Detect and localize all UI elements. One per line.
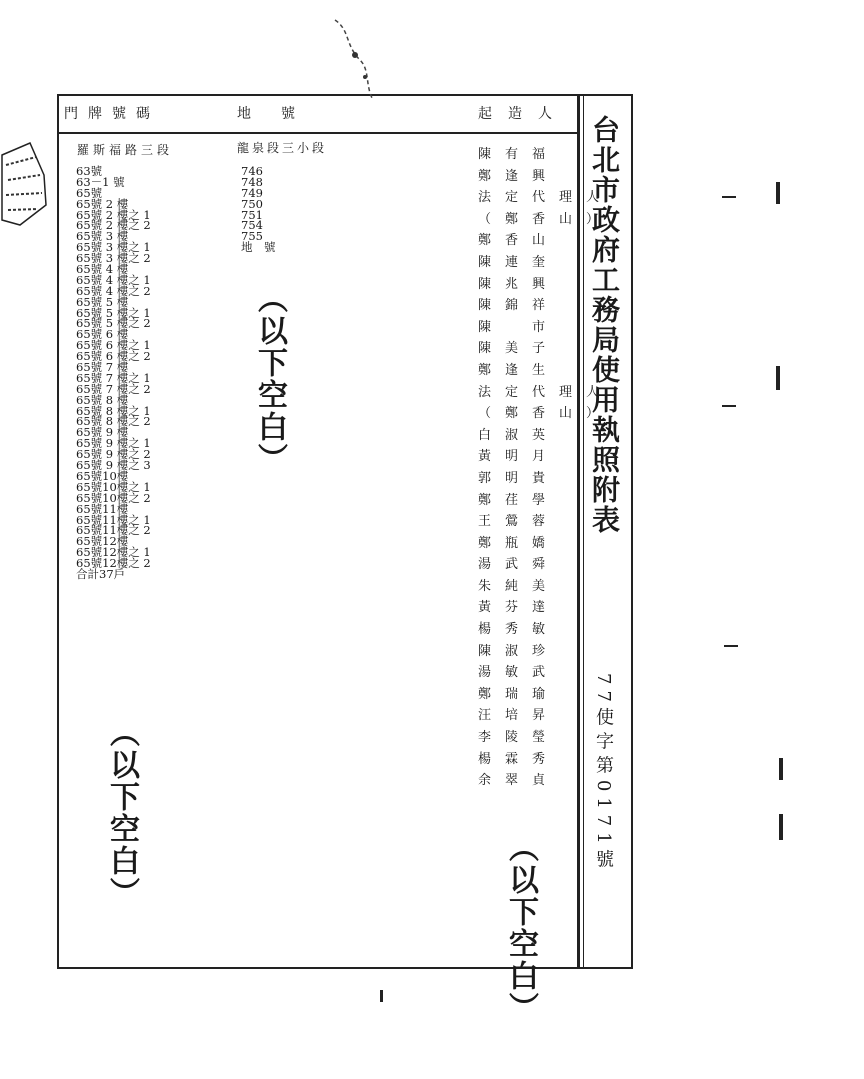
land-number-row: 749 [241,185,263,200]
builder-row: （鄭香山） [478,211,614,227]
address-row: 65號 9 樓之 2 [76,447,151,462]
builder-row: 鄭瑞瑜 [478,686,560,702]
address-row: 65號 3 樓 [76,229,129,244]
license-number: 77使字第0171號 [593,673,614,874]
builder-row: 余翠貞 [478,773,560,789]
document-title: 台北市政府工務局使用執照附表 [588,115,621,535]
builder-row: 鄭荏學 [478,492,560,508]
address-row: 65號 8 樓之 2 [76,414,151,429]
address-row: 65號 4 樓之 2 [76,283,151,298]
address-row: 65號 6 樓之 1 [76,338,151,353]
address-row: 65號 9 樓之 3 [76,458,151,473]
builder-row: 陳淑珍 [478,643,560,659]
builder-row: 法定代理人 [478,384,614,400]
address-row: 65號12樓之 1 [76,545,151,560]
address-row: 63號 [76,164,103,178]
address-row: 65號 2 樓之 2 [76,218,151,233]
address-row: 合計37戶 [76,566,126,581]
header-divider [57,132,577,134]
blank-mark-address: （以下空白） [104,717,139,909]
address-row: 65號 9 樓之 1 [76,436,151,451]
builder-row: 汪培昇 [478,708,560,724]
builder-row: 陳錦祥 [478,298,560,314]
address-row: 65號 5 樓之 2 [76,316,151,331]
scan-mark [779,758,783,780]
address-row: 65號12樓 [76,534,129,549]
address-row: 65號 7 樓 [76,360,129,375]
builder-row: 鄭瓶嬌 [478,535,560,551]
address-row: 65號 4 樓 [76,262,129,277]
scan-smudge-left [0,135,48,230]
header-builder: 起造人 [478,106,568,122]
address-section-heading: 羅斯福路三段 [77,143,174,157]
address-row: 65號 4 樓之 1 [76,272,151,287]
scan-mark [776,182,780,204]
address-row: 65號 6 樓 [76,327,129,342]
scan-mark [776,366,780,390]
scan-mark [380,990,383,1002]
land-section-heading: 龍泉段三小段 [237,141,328,155]
address-row: 65號 5 樓 [76,294,129,309]
address-row: 65號11樓之 2 [76,523,151,538]
builder-row: 白淑英 [478,427,560,443]
builder-row: 黃明月 [478,449,560,465]
address-row: 65號 6 樓之 2 [76,349,151,364]
land-number-row: 751 [241,207,263,222]
builder-row: 鄭香山 [478,233,560,249]
address-row: 65號 8 樓 [76,392,129,407]
address-row: 65號10樓之 2 [76,490,151,505]
builder-row: 陳有福 [478,147,560,162]
builder-row: 陳兆興 [478,276,560,292]
address-row: 65號 [76,185,103,200]
address-row: 65號11樓之 1 [76,512,151,527]
builder-row: 鄭逢生 [478,362,560,378]
land-number-row: 地 號 [241,240,276,255]
address-row: 65號 5 樓之 1 [76,305,151,320]
address-row: 65號11樓 [76,501,129,516]
builder-row: 陳美子 [478,341,560,357]
land-number-row: 755 [241,229,263,244]
builder-row: 李陵瑩 [478,730,560,746]
scan-mark [722,405,736,407]
builder-row: 湯武舜 [478,557,560,573]
builder-row: （鄭香山） [478,406,614,422]
address-row: 65號 2 樓之 1 [76,207,151,222]
header-address: 門牌號碼 [64,106,160,122]
address-row: 63－1 號 [76,174,125,189]
land-number-row: 754 [241,218,263,233]
builder-row: 湯敏武 [478,665,560,681]
address-list [76,166,151,580]
land-number-row: 748 [241,174,263,189]
scan-smudge-top [325,15,385,105]
address-row: 65號 3 樓之 1 [76,240,151,255]
scan-mark [724,645,738,647]
address-row: 65號 7 樓之 1 [76,370,151,385]
blank-mark-land: （以下空白） [252,283,287,475]
land-number-row: 750 [241,196,263,211]
builder-row: 朱純美 [478,578,560,594]
scan-mark [722,196,736,198]
address-row: 65號 2 樓 [76,196,129,211]
builder-row: 陳 市 [478,319,560,335]
header-land-number: 地號 [237,106,325,122]
address-row: 65號10樓之 1 [76,479,151,494]
builder-row: 楊霖秀 [478,751,560,767]
builder-row: 王鶯蓉 [478,514,560,530]
builder-row: 黃芬達 [478,600,560,616]
blank-mark-builder: （以下空白） [503,832,538,1024]
address-row: 65號 7 樓之 2 [76,381,151,396]
scan-mark [779,814,783,840]
builder-row: 楊秀敏 [478,622,560,638]
builder-row: 陳連奎 [478,254,560,270]
builder-row: 法定代理人 [478,190,614,206]
builder-row: 鄭逢興 [478,168,560,184]
address-row: 65號12樓之 2 [76,556,151,571]
address-row: 65號 3 樓之 2 [76,251,151,266]
address-row: 65號 8 樓之 1 [76,403,151,418]
land-number-row: 746 [241,164,263,178]
address-row: 65號10樓 [76,468,129,483]
land-number-list [241,166,276,253]
builder-row: 郭明貴 [478,470,560,486]
address-row: 65號 9 樓 [76,425,129,440]
